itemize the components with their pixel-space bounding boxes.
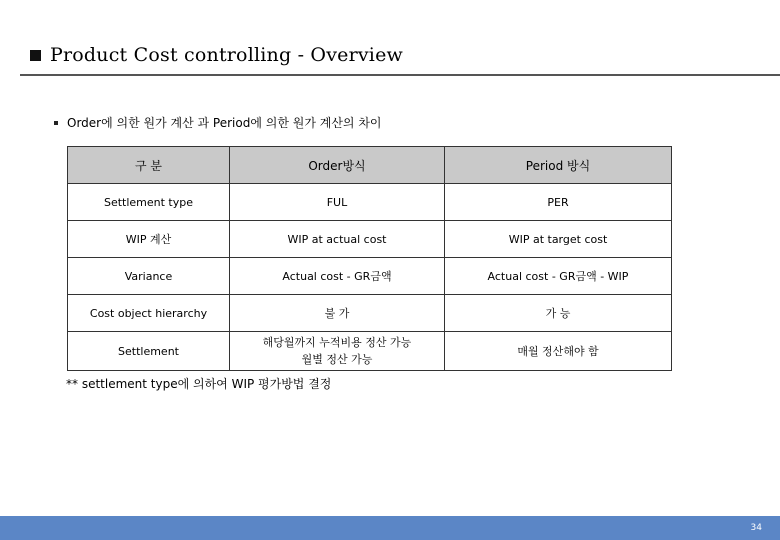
slide-title bbox=[30, 44, 403, 66]
header-order: Order방식 bbox=[230, 147, 445, 184]
period-cell: Actual cost - GR금액 - WIP bbox=[445, 258, 672, 295]
subtitle-text: Order에 의한 원가 계산 과 Period에 의한 원가 계산의 차이 bbox=[67, 116, 382, 130]
row-label: Variance bbox=[68, 258, 230, 295]
order-cell-line: 해당월까지 누적비용 정산 가능 bbox=[262, 336, 412, 349]
footnote: ** settlement type에 의하여 WIP 평가방법 결정 bbox=[66, 377, 332, 391]
comparison-table bbox=[67, 146, 672, 371]
small-bullet-icon bbox=[54, 121, 58, 125]
slide-title-text: Product Cost controlling - Overview bbox=[50, 44, 403, 66]
table-row bbox=[68, 295, 672, 332]
order-cell: Actual cost - GR금액 bbox=[230, 258, 445, 295]
period-cell: 매월 정산해야 함 bbox=[445, 332, 672, 371]
square-bullet-icon bbox=[30, 50, 41, 61]
page-number: 34 bbox=[750, 523, 762, 533]
table-header-row bbox=[68, 147, 672, 184]
period-cell: WIP at target cost bbox=[445, 221, 672, 258]
order-cell: 불 가 bbox=[230, 295, 445, 332]
table-row bbox=[68, 184, 672, 221]
table-row bbox=[68, 332, 672, 371]
row-label: WIP 계산 bbox=[68, 221, 230, 258]
header-period: Period 방식 bbox=[445, 147, 672, 184]
row-label: Settlement type bbox=[68, 184, 230, 221]
header-category: 구 분 bbox=[68, 147, 230, 184]
title-divider bbox=[20, 74, 780, 76]
subtitle bbox=[54, 114, 382, 131]
order-cell: FUL bbox=[230, 184, 445, 221]
period-cell: PER bbox=[445, 184, 672, 221]
table-row bbox=[68, 258, 672, 295]
order-cell-line: 월별 정산 가능 bbox=[301, 353, 373, 366]
footer-bar bbox=[0, 516, 780, 540]
row-label: Settlement bbox=[68, 332, 230, 371]
row-label: Cost object hierarchy bbox=[68, 295, 230, 332]
period-cell: 가 능 bbox=[445, 295, 672, 332]
order-cell: WIP at actual cost bbox=[230, 221, 445, 258]
table-row bbox=[68, 221, 672, 258]
order-cell bbox=[230, 332, 445, 371]
